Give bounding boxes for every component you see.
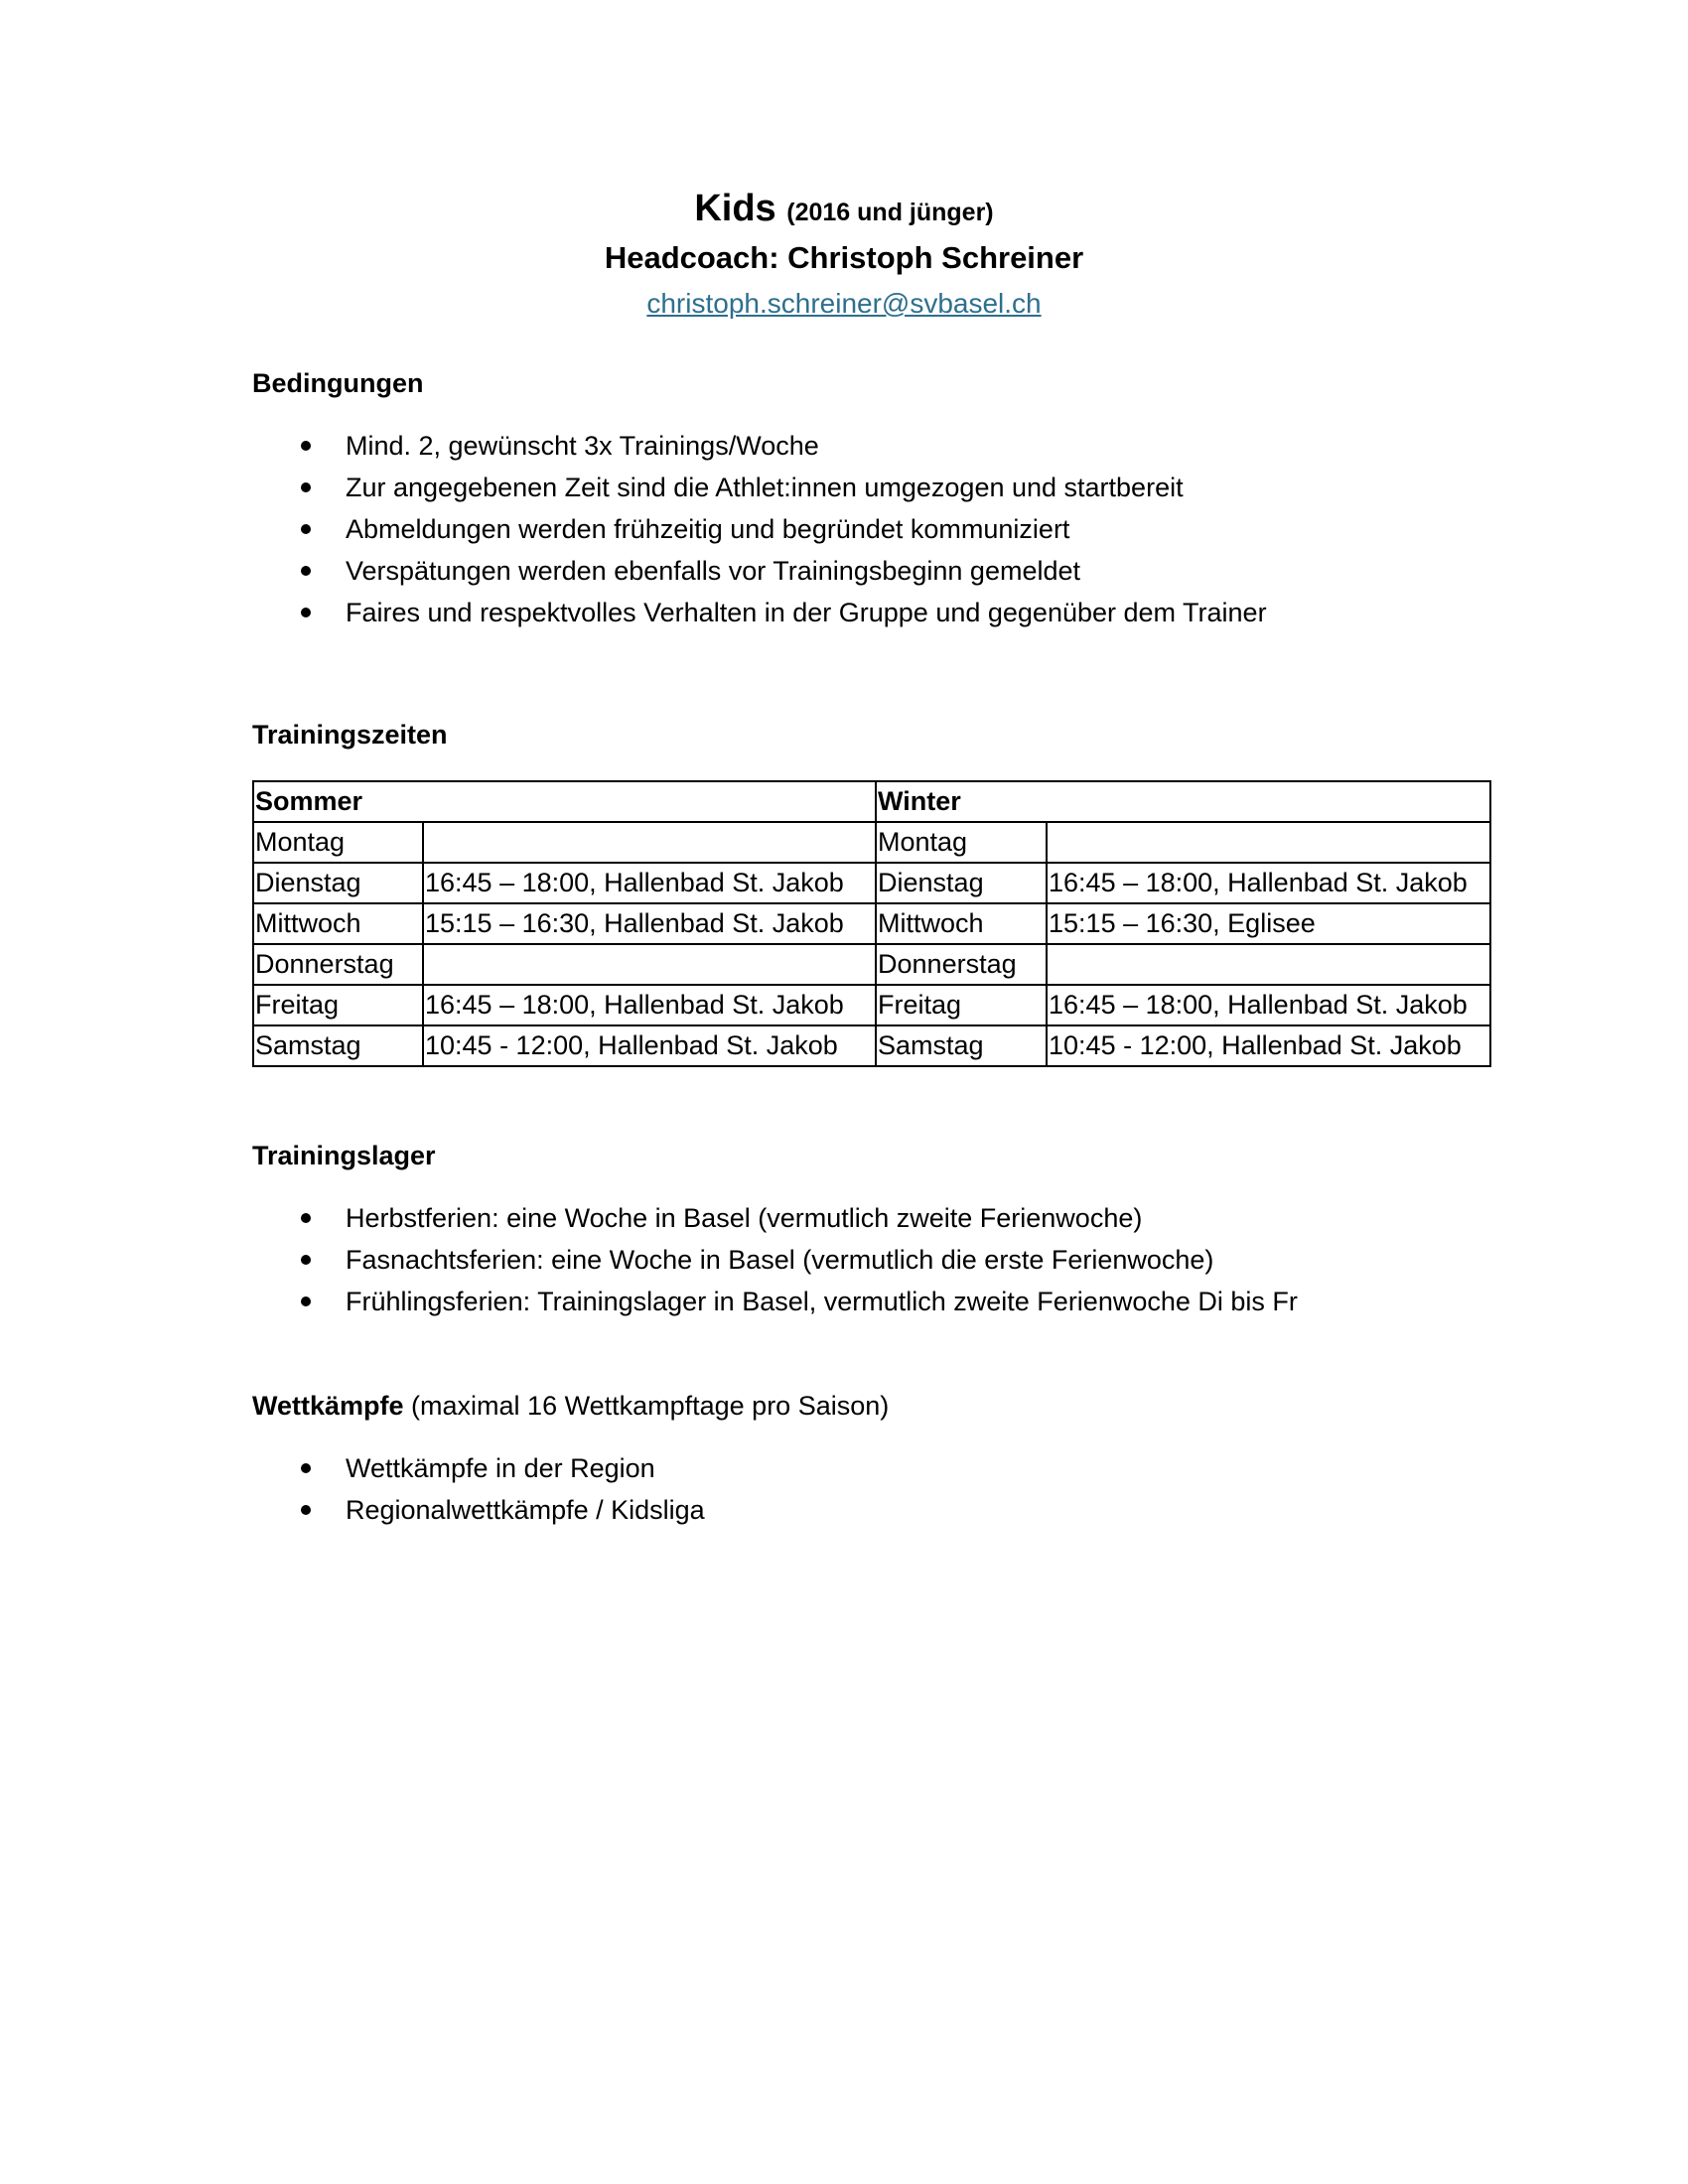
table-row [253, 822, 1490, 863]
bullet-icon [301, 566, 311, 576]
summer-day: Freitag [253, 985, 423, 1025]
winter-time: 10:45 - 12:00, Hallenbad St. Jakob [1047, 1025, 1490, 1066]
wettkaempfe-heading [252, 1388, 889, 1424]
bullet-icon [301, 524, 311, 534]
winter-time [1047, 944, 1490, 985]
training-times-table [252, 780, 1491, 1067]
summer-time: 15:15 – 16:30, Hallenbad St. Jakob [423, 903, 876, 944]
title-age-note: (2016 und jünger) [786, 199, 994, 226]
list-item: Frühlingsferien: Trainingslager in Basel, vermutlich zweite Ferienwoche Di bis Fr [252, 1281, 1543, 1322]
wettkaempfe-title: Wettkämpfe [252, 1391, 404, 1421]
summer-day: Samstag [253, 1025, 423, 1066]
winter-day: Mittwoch [876, 903, 1047, 944]
list-item: Herbstferien: eine Woche in Basel (vermutlich zweite Ferienwoche) [252, 1197, 1543, 1239]
wettkaempfe-list [252, 1447, 1543, 1531]
bullet-icon [301, 482, 311, 492]
summer-day: Dienstag [253, 863, 423, 903]
list-item: Mind. 2, gewünscht 3x Trainings/Woche [252, 425, 1543, 467]
winter-day: Freitag [876, 985, 1047, 1025]
list-item: Faires und respektvolles Verhalten in der Gruppe und gegenüber dem Trainer [252, 592, 1543, 633]
bullet-icon [301, 1463, 311, 1473]
table-row [253, 863, 1490, 903]
winter-time: 16:45 – 18:00, Hallenbad St. Jakob [1047, 985, 1490, 1025]
table-header-row [253, 781, 1490, 822]
winter-time: 16:45 – 18:00, Hallenbad St. Jakob [1047, 863, 1490, 903]
title-text: Kids [694, 188, 776, 229]
summer-day: Montag [253, 822, 423, 863]
bullet-icon [301, 1297, 311, 1306]
bullet-icon [301, 1213, 311, 1223]
table-row [253, 985, 1490, 1025]
trainingslager-list [252, 1197, 1543, 1322]
winter-day: Samstag [876, 1025, 1047, 1066]
bedingungen-list [252, 425, 1543, 633]
summer-time: 16:45 – 18:00, Hallenbad St. Jakob [423, 863, 876, 903]
summer-time: 10:45 - 12:00, Hallenbad St. Jakob [423, 1025, 876, 1066]
list-item: Regionalwettkämpfe / Kidsliga [252, 1489, 1543, 1531]
list-item: Zur angegebenen Zeit sind die Athlet:innen umgezogen und startbereit [252, 467, 1543, 508]
summer-time [423, 822, 876, 863]
winter-day: Montag [876, 822, 1047, 863]
list-item: Fasnachtsferien: eine Woche in Basel (vermutlich die erste Ferienwoche) [252, 1239, 1543, 1281]
winter-header: Winter [876, 781, 1490, 822]
trainingszeiten-heading: Trainingszeiten [252, 720, 448, 750]
summer-time: 16:45 – 18:00, Hallenbad St. Jakob [423, 985, 876, 1025]
bullet-icon [301, 441, 311, 451]
email-line [0, 286, 1688, 322]
list-item: Verspätungen werden ebenfalls vor Trainingsbeginn gemeldet [252, 550, 1543, 592]
winter-day: Donnerstag [876, 944, 1047, 985]
list-item: Wettkämpfe in der Region [252, 1447, 1543, 1489]
email-link[interactable]: christoph.schreiner@svbasel.ch [646, 288, 1042, 319]
table-row [253, 944, 1490, 985]
wettkaempfe-note: (maximal 16 Wettkampftage pro Saison) [403, 1391, 890, 1421]
bullet-icon [301, 608, 311, 617]
bullet-icon [301, 1255, 311, 1265]
bedingungen-heading: Bedingungen [252, 368, 424, 398]
summer-time [423, 944, 876, 985]
list-item: Abmeldungen werden frühzeitig und begründet kommuniziert [252, 508, 1543, 550]
winter-time [1047, 822, 1490, 863]
summer-day: Mittwoch [253, 903, 423, 944]
summer-day: Donnerstag [253, 944, 423, 985]
table-row [253, 903, 1490, 944]
winter-time: 15:15 – 16:30, Eglisee [1047, 903, 1490, 944]
trainingslager-heading: Trainingslager [252, 1141, 436, 1170]
headcoach-line: Headcoach: Christoph Schreiner [604, 240, 1084, 275]
summer-header: Sommer [253, 781, 876, 822]
table-row [253, 1025, 1490, 1066]
bullet-icon [301, 1505, 311, 1515]
winter-day: Dienstag [876, 863, 1047, 903]
page-title [0, 185, 1688, 236]
